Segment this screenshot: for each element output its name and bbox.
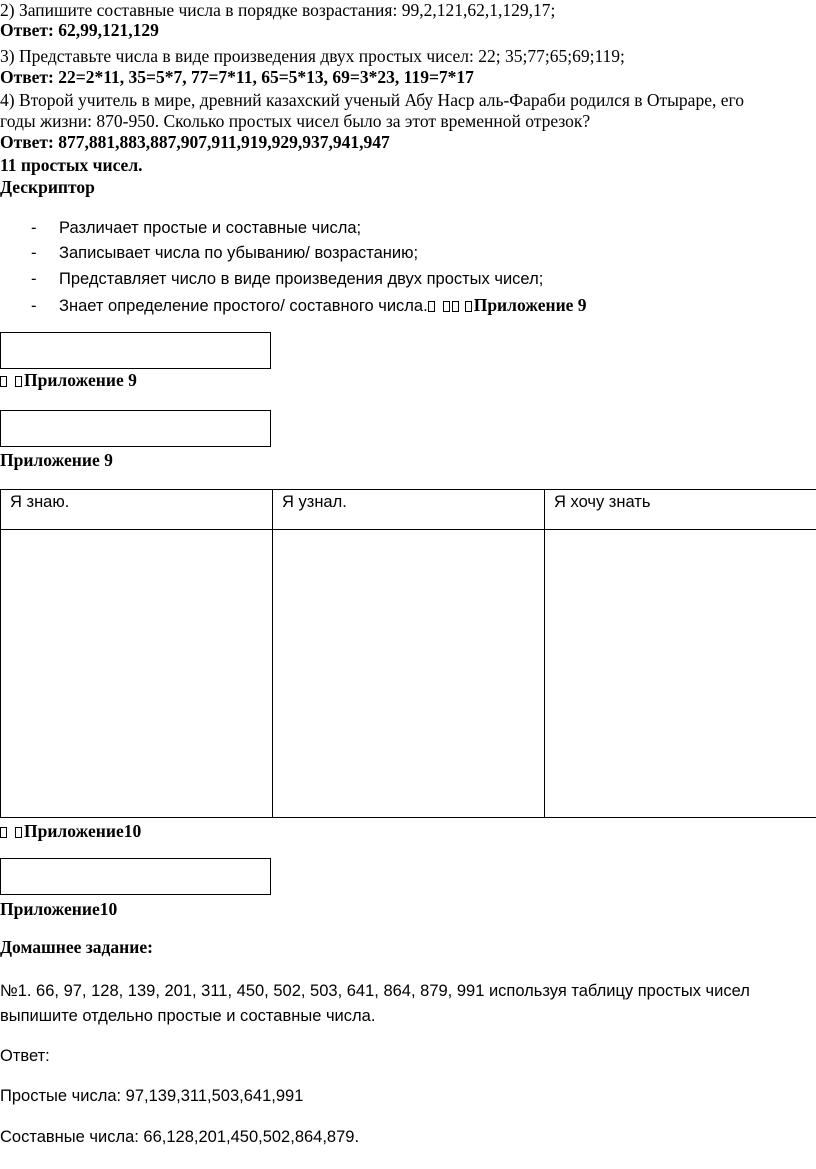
descriptor-item — [0, 219, 361, 238]
embedded-object-box — [0, 410, 271, 447]
kwl-header-want: Я хочу знать — [554, 493, 651, 511]
descriptor-title-text: Дескриптор — [0, 177, 95, 197]
descriptor-item-text: Различает простые и составные числа; — [59, 219, 362, 237]
appendix9-heading: Приложение 9 — [0, 450, 113, 470]
kwl-empty-cell — [273, 530, 545, 818]
missing-glyph-icon — [465, 301, 472, 312]
task4-answer-text: Ответ: 877,881,883,887,907,911,919,929,937,941,947 — [0, 132, 390, 152]
kwl-header-row — [1, 490, 816, 530]
homework-answer-label: Ответ: — [0, 1047, 50, 1065]
kwl-header-know: Я знаю. — [10, 493, 70, 511]
descriptor-item-text: Знает определение простого/ составного числа. — [59, 297, 428, 315]
appendix10-caption-text: Приложение10 — [24, 821, 142, 841]
descriptor-item — [0, 295, 587, 316]
descriptor-item — [0, 270, 543, 289]
descriptor-item — [0, 244, 418, 263]
missing-glyph-icon — [0, 376, 7, 387]
homework-composites: Составные числа: 66,128,201,450,502,864,879. — [0, 1128, 360, 1146]
task4-answer — [0, 132, 390, 153]
kwl-body-row — [1, 530, 816, 818]
descriptor-item-text: Представляет число в виде произведения двух простых чисел; — [59, 270, 544, 288]
kwl-header-cell — [1, 490, 273, 530]
homework-primes: Простые числа: 97,139,311,503,641,991 — [0, 1087, 304, 1105]
kwl-header-cell — [273, 490, 545, 530]
appendix9-caption-text: Приложение 9 — [24, 370, 137, 390]
appendix9-caption — [0, 370, 137, 391]
task2-answer-text: Ответ: 62,99,121,129 — [0, 20, 159, 40]
task3-answer — [0, 67, 474, 88]
descriptor-item-text: Записывает числа по убыванию/ возрастанию; — [59, 244, 419, 262]
dash-bullet: - — [31, 219, 37, 237]
descriptor-title — [0, 177, 95, 198]
missing-glyph-icon — [452, 301, 459, 312]
appendix10-caption — [0, 821, 141, 842]
missing-glyph-icon — [0, 827, 7, 838]
kwl-empty-cell — [545, 530, 816, 818]
task4-count — [0, 155, 143, 176]
kwl-header-cell — [545, 490, 816, 530]
homework-task-line2: выпишите отдельно простые и составные числа. — [0, 1007, 376, 1025]
dash-bullet: - — [31, 270, 37, 288]
homework-task-line1: №1. 66, 97, 128, 139, 201, 311, 450, 502, 503, 641, 864, 879, 991 используя таблицу простых чисел — [0, 982, 750, 1000]
kwl-table — [0, 489, 816, 818]
task2-question: 2) Запишите составные числа в порядке возрастания: 99,2,121,62,1,129,17; — [0, 0, 556, 20]
embedded-object-box — [0, 332, 271, 369]
appendix10-heading: Приложение10 — [0, 899, 118, 919]
task4-count-text: 11 простых чисел. — [0, 155, 143, 175]
missing-glyph-icon — [443, 301, 450, 312]
task4-question-line1: 4) Второй учитель в мире, древний казахский ученый Абу Наср аль-Фараби родился в Отыраре, его — [0, 90, 744, 110]
kwl-header-learned: Я узнал. — [282, 493, 347, 511]
task4-question-line2: годы жизни: 870-950. Сколько простых чисел было за этот временной отрезок? — [0, 111, 591, 131]
task2-answer — [0, 20, 159, 41]
appendix9-inline-label: Приложение 9 — [473, 295, 587, 315]
dash-bullet: - — [31, 297, 37, 315]
missing-glyph-icon — [428, 301, 435, 312]
task3-question: 3) Представьте числа в виде произведения двух простых чисел: 22; 35;77;65;69;119; — [0, 46, 625, 66]
kwl-empty-cell — [1, 530, 273, 818]
embedded-object-box — [0, 858, 271, 895]
task3-answer-text: Ответ: 22=2*11, 35=5*7, 77=7*11, 65=5*13, 69=3*23, 119=7*17 — [0, 67, 474, 87]
dash-bullet: - — [31, 244, 37, 262]
missing-glyph-icon — [15, 376, 22, 387]
missing-glyph-icon — [15, 827, 22, 838]
homework-title: Домашнее задание: — [0, 937, 153, 957]
